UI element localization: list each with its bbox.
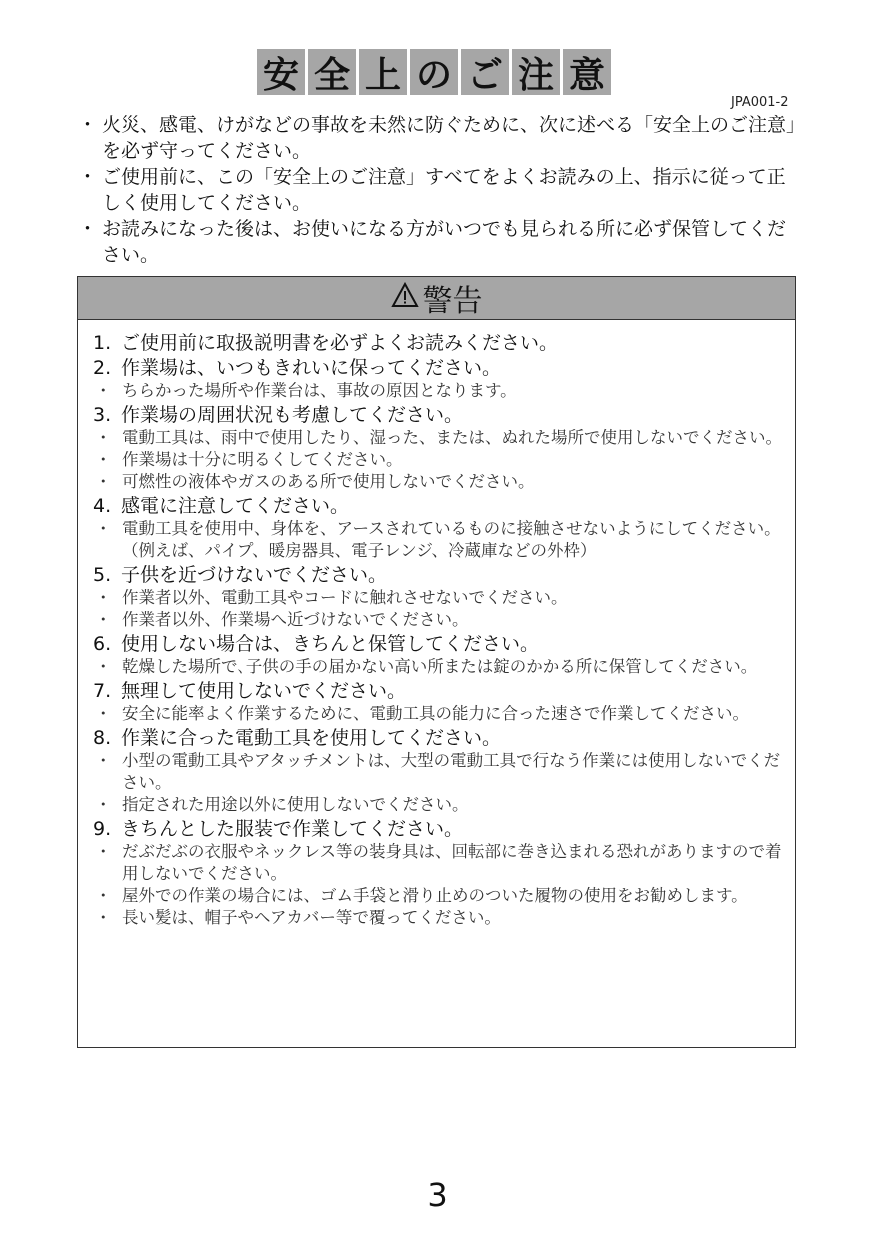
item-number: 4.	[93, 495, 112, 517]
item-text: 無理して使用しないでください。	[121, 680, 407, 702]
warning-list	[78, 320, 795, 929]
warning-sub-item	[93, 471, 795, 493]
bullet: ・	[78, 218, 98, 240]
sub-item-text: 作業場は十分に明るくしてください。	[122, 450, 403, 469]
warning-sub-item	[93, 703, 795, 725]
bullet: ・	[95, 428, 112, 447]
item-number: 2.	[93, 357, 112, 379]
bullet: ・	[95, 657, 112, 676]
item-text: 作業場の周囲状況も考慮してください。	[121, 404, 464, 426]
warning-sub-item	[93, 518, 795, 562]
warning-item-heading	[93, 494, 795, 518]
warning-item-heading	[93, 817, 795, 841]
item-number: 6.	[93, 633, 112, 655]
page-number: 3	[427, 1176, 448, 1214]
warning-box	[77, 276, 796, 1048]
item-number: 7.	[93, 680, 112, 702]
warning-item-heading	[93, 679, 795, 703]
intro-item	[76, 164, 796, 216]
intro-text: ご使用前に、この「安全上のご注意」すべてをよくお読みの上、指示に従って正しく使用してください。	[102, 166, 786, 214]
sub-item-text: 作業者以外、作業場へ近づけないでください。	[122, 610, 469, 629]
bullet: ・	[95, 751, 112, 770]
bullet: ・	[95, 472, 112, 491]
sub-item-text: 電動工具は、雨中で使用したり、湿った、または、ぬれた場所で使用しないでください。	[122, 428, 782, 447]
bullet: ・	[95, 704, 112, 723]
title-char: 安	[257, 49, 305, 95]
title-char: 注	[512, 49, 560, 95]
intro-item	[76, 216, 796, 268]
bullet: ・	[95, 381, 112, 400]
warning-sub-item	[93, 794, 795, 816]
warning-sub-item	[93, 609, 795, 631]
bullet: ・	[95, 886, 112, 905]
title-char: の	[410, 49, 458, 95]
item-text: 使用しない場合は、きちんと保管してください。	[121, 633, 540, 655]
item-text: ご使用前に取扱説明書を必ずよくお読みください。	[121, 332, 559, 354]
sub-item-text: 安全に能率よく作業するために、電動工具の能力に合った速さで作業してください。	[122, 704, 749, 723]
bullet: ・	[95, 610, 112, 629]
sub-item-text: 小型の電動工具やアタッチメントは、大型の電動工具で行なう作業には使用しないでください。	[122, 751, 781, 792]
title-char: ご	[461, 49, 509, 95]
title-char: 全	[308, 49, 356, 95]
sub-item-text: 長い髪は、帽子やヘアカバー等で覆ってください。	[122, 908, 501, 927]
item-text: 感電に注意してください。	[121, 495, 350, 517]
intro-list	[76, 112, 796, 268]
sub-item-text: 屋外での作業の場合には、ゴム手袋と滑り止めのついた履物の使用をお勧めします。	[122, 886, 748, 905]
item-text: 子供を近づけないでください。	[121, 564, 388, 586]
warning-item-heading	[93, 331, 795, 355]
bullet: ・	[95, 795, 112, 814]
bullet: ・	[95, 842, 112, 861]
warning-heading: 警告	[422, 284, 483, 319]
warning-sub-item	[93, 587, 795, 609]
sub-item-text: 作業者以外、電動工具やコードに触れさせないでください。	[122, 588, 568, 607]
title-char: 意	[563, 49, 611, 95]
intro-text: お読みになった後は、お使いになる方がいつでも見られる所に必ず保管してください。	[102, 218, 787, 266]
warning-sub-item	[93, 380, 795, 402]
sub-item-text: 可燃性の液体やガスのある所で使用しないでください。	[122, 472, 535, 491]
sub-item-text: 乾燥した場所で､子供の手の届かない高い所または錠のかかる所に保管してください。	[122, 657, 758, 676]
warning-sub-item	[93, 841, 795, 885]
bullet: ・	[78, 166, 98, 188]
item-text: 作業場は、いつもきれいに保ってください。	[121, 357, 502, 379]
bullet: ・	[95, 908, 112, 927]
item-number: 8.	[93, 727, 112, 749]
warning-item-heading	[93, 356, 795, 380]
warning-item-heading	[93, 563, 795, 587]
bullet: ・	[95, 519, 112, 538]
item-text: 作業に合った電動工具を使用してください。	[121, 727, 502, 749]
warning-item-heading	[93, 726, 795, 750]
warning-sub-item	[93, 449, 795, 471]
warning-item-heading	[93, 632, 795, 656]
item-number: 5.	[93, 564, 112, 586]
document-code: JPA001-2	[731, 95, 789, 110]
warning-sub-item	[93, 907, 795, 929]
item-text: きちんとした服装で作業してください。	[121, 818, 464, 840]
bullet: ・	[95, 450, 112, 469]
warning-header	[78, 277, 795, 320]
intro-item	[76, 112, 796, 164]
page-title	[257, 49, 611, 95]
warning-sub-item	[93, 885, 795, 907]
warning-item-heading	[93, 403, 795, 427]
bullet: ・	[78, 114, 98, 136]
title-char: 上	[359, 49, 407, 95]
sub-item-text: だぶだぶの衣服やネックレス等の装身具は、回転部に巻き込まれる恐れがありますので着用しないでください。	[122, 842, 782, 883]
sub-item-text: ちらかった場所や作業台は、事故の原因となります。	[122, 381, 517, 400]
intro-text: 火災、感電、けがなどの事故を未然に防ぐために、次に述べる「安全上のご注意」を必ず守ってください。	[102, 114, 796, 162]
warning-sub-item	[93, 750, 795, 794]
bullet: ・	[95, 588, 112, 607]
warning-triangle-icon	[391, 281, 419, 316]
sub-item-text: 指定された用途以外に使用しないでください。	[122, 795, 469, 814]
warning-sub-item	[93, 656, 795, 678]
item-number: 3.	[93, 404, 112, 426]
item-number: 9.	[93, 818, 112, 840]
item-number: 1.	[93, 332, 112, 354]
warning-sub-item	[93, 427, 795, 449]
sub-item-text: 電動工具を使用中、身体を、アースされているものに接触させないようにしてください。（例えば、パイプ、暖房器具、電子レンジ、冷蔵庫などの外枠）	[122, 519, 781, 560]
